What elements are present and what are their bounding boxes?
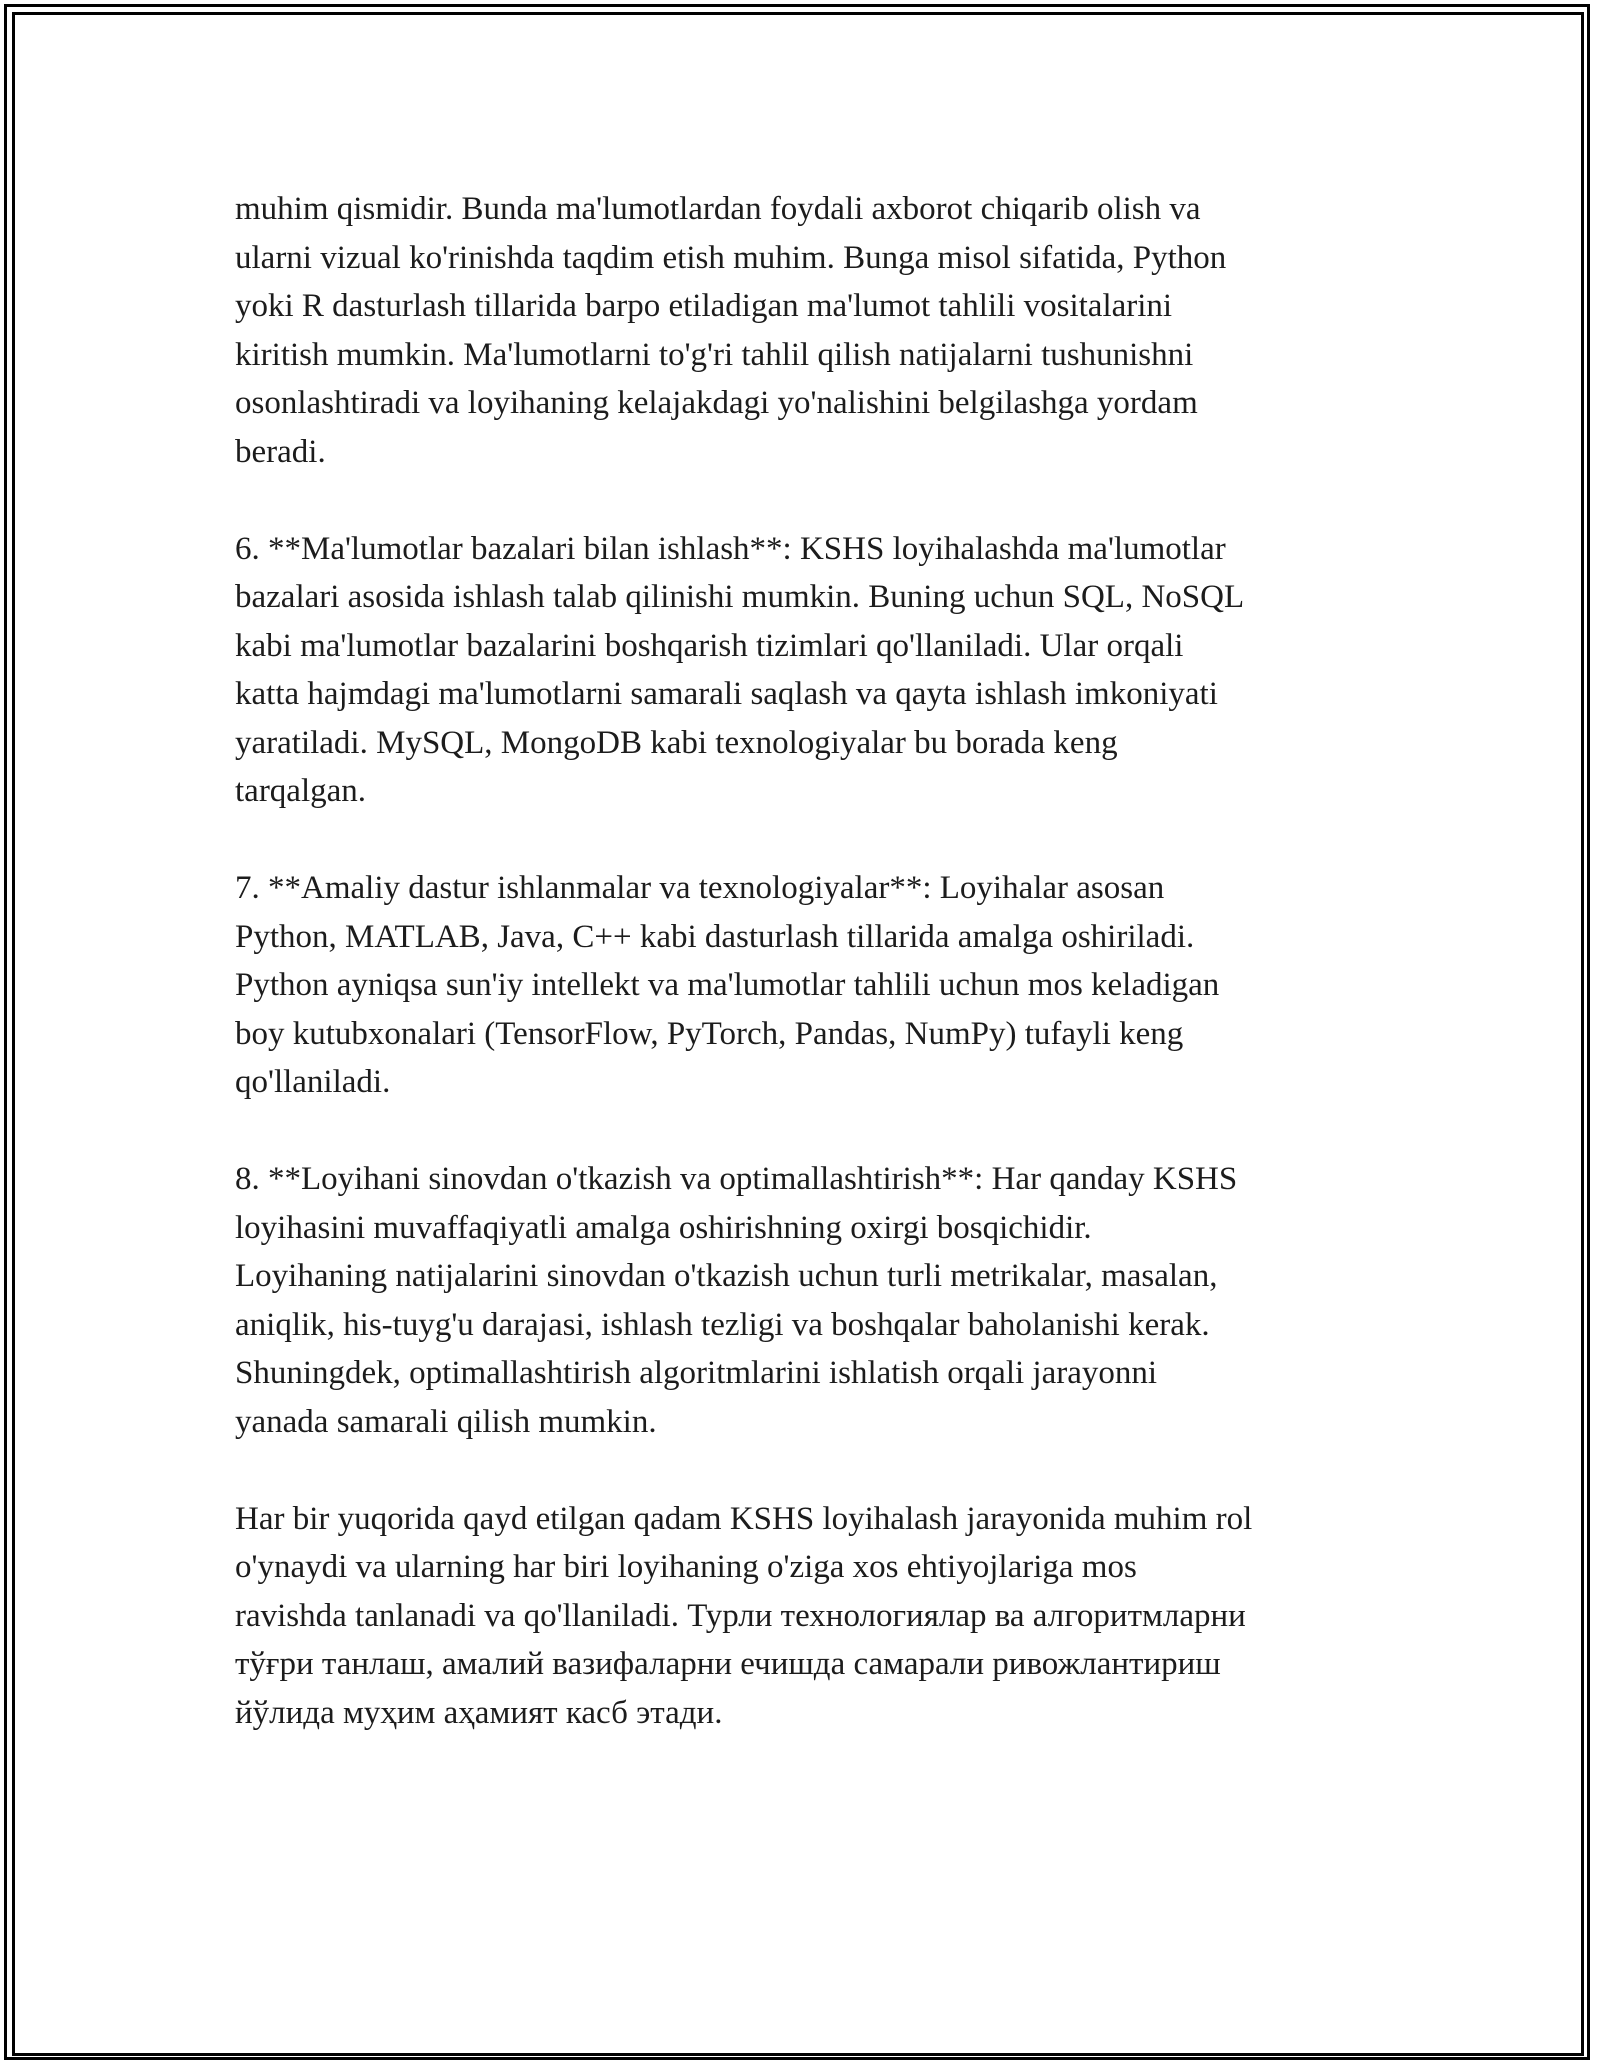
paragraph-databases: 6. **Ma'lumotlar bazalari bilan ishlash**: KSHS loyihalashda ma'lumotlar bazalari asosida ishlash talab qilinishi mumkin. Buning uchun SQL, NoSQL kabi ma'lumotlar bazalarini boshqarish tizimlari qo'llaniladi. Ular orqali katta hajmdagi ma'lumotlarni samarali saqlash va qayta ishlash imkoniyati yaratiladi. MySQL, MongoDB kabi texnologiyalar bu borada keng tarqalgan. — [235, 530, 1245, 809]
paragraph-data-analysis-continuation: muhim qismidir. Bunda ma'lumotlardan foydali axborot chiqarib olish va ularni vizual ko'rinishda taqdim etish muhim. Bunga misol sifatida, Python yoki R dasturlash tillarida barpo etiladigan ma'lumot tahlili vositalarini kiritish mumkin. Ma'lumotlarni to'g'ri tahlil qilish natijalarni tushunishni osonlashtiradi va loyihaning kelajakdagi yo'nalishini belgilashga yordam beradi. — [235, 191, 1227, 470]
paragraph-conclusion: Har bir yuqorida qayd etilgan qadam KSHS loyihalash jarayonida muhim rol o'ynaydi va ularning har biri loyihaning o'ziga xos ehtiyojlariga mos ravishda tanlanadi va qo'llaniladi. Турли технологиялар ва алгоритмларни тўғри танлаш, амалий вазифаларни ечишда самарали ривожлантириш йўлида муҳим аҳамият касб этади. — [235, 1500, 1253, 1731]
paragraph-applied-software: 7. **Amaliy dastur ishlanmalar va texnologiyalar**: Loyihalar asosan Python, MATLAB, Java, C++ kabi dasturlash tillarida amalga oshiriladi. Python ayniqsa sun'iy intellekt va ma'lumotlar tahlili uchun mos keladigan boy kutubxonalari (TensorFlow, PyTorch, Pandas, NumPy) tufayli keng qo'llaniladi. — [235, 870, 1220, 1100]
document-body — [235, 185, 1385, 1786]
paragraph-testing-optimization: 8. **Loyihani sinovdan o'tkazish va optimallashtirish**: Har qanday KSHS loyihasini muvaffaqiyatli amalga oshirishning oxirgi bosqichidir. Loyihaning natijalarini sinovdan o'tkazish uchun turli metrikalar, masalan, aniqlik, his-tuyg'u darajasi, ishlash tezligi va boshqalar baholanishi kerak. Shuningdek, optimallashtirish algoritmlarini ishlatish orqali jarayonni yanada samarali qilish mumkin. — [235, 1161, 1238, 1440]
